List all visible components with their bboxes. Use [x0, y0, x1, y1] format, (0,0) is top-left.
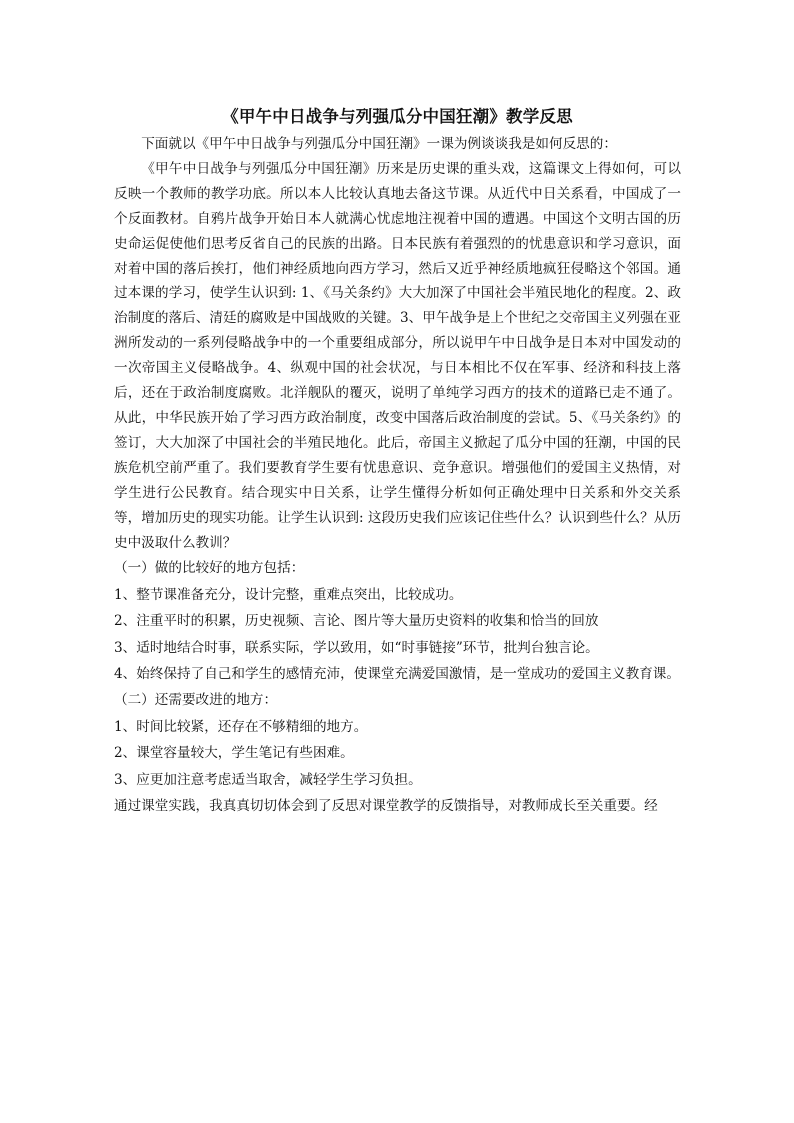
- good-point-item: 4、始终保持了自己和学生的感情充沛，使课堂充满爱国激情，是一堂成功的爱国主义教育课。: [114, 666, 680, 683]
- good-point-item: 3、适时地结合时事，联系实际，学以致用，如“时事链接”环节，批判台独言论。: [114, 639, 599, 656]
- document-content: [114, 104, 681, 819]
- good-points-heading: （一）做的比较好的地方包括：: [114, 560, 305, 577]
- good-point-item: 1、整节课准备充分，设计完整，重难点突出，比较成功。: [114, 586, 463, 603]
- document-title: 《甲午中日战争与列强瓜分中国狂潮》教学反思: [222, 107, 573, 126]
- improve-point-item: 1、时间比较紧，还存在不够精细的地方。: [114, 718, 368, 735]
- improve-point-item: 2、课堂容量较大，学生笔记有些困难。: [114, 745, 354, 762]
- improve-point-item: 3、应更加注意考虑适当取舍，减轻学生学习负担。: [114, 771, 422, 788]
- closing-paragraph: 通过课堂实践，我真真切切体会到了反思对课堂教学的反馈指导，对教师成长至关重要。经: [114, 798, 658, 815]
- intro-paragraph: 下面就以《甲午中日战争与列强瓜分中国狂潮》一课为例谈谈我是如何反思的：: [141, 136, 617, 152]
- good-point-item: 2、注重平时的积累，历史视频、言论、图片等大量历史资料的收集和恰当的回放: [114, 613, 599, 630]
- improve-points-heading: （二）还需要改进的地方：: [114, 692, 278, 709]
- body-paragraph: 《甲午中日战争与列强瓜分中国狂潮》历来是历史课的重头戏，这篇课文上得如何，可以反映一个教师的教学功底。所以本人比较认真地去备这节课。从近代中日关系看，中国成了一个反面教材。自鸦片战争开始日本人就满心忧虑地注视着中国的遭遇。中国这个文明古国的历史命运促使他们思考反省自己的民族的出路。日本民族有着强烈的的忧患意识和学习意识，面对着中国的落后挨打，他们神经质地向西方学习，然后又近乎神经质地疯狂侵略这个邻国。通过本课的学习，使学生认识到: 1、《马关条约》大大加深了中国社会半殖民地化的程度。2、政治制度的落后、清廷的腐败是中国战败的关键。3、甲午战争是上个世纪之交帝国主义列强在亚洲所发动的一系列侵略战争中的一个重要组成部分，所以说甲午中日战争是日本对中国发动的一次帝国主义侵略战争。4、纵观中国的社会状况，与日本相比不仅在军事、经济和科技上落后，还在于政治制度腐败。北洋舰队的覆灭，说明了单纯学习西方的技术的道路已走不通了。从此，中华民族开始了学习西方政治制度，改变中国落后政治制度的尝试。5、《马关条约》的签订，大大加深了中国社会的半殖民地化。此后，帝国主义掀起了瓜分中国的狂潮，中国的民族危机空前严重了。我们要教育学生要有忧患意识、竞争意识。增强他们的爱国主义热情，对学生进行公民教育。结合现实中日关系，让学生懂得分析如何正确处理中日关系和外交关系等，增加历史的现实功能。让学生认识到: 这段历史我们应该记住些什么？认识到些什么？从历史中汲取什么教训？: [114, 160, 681, 551]
